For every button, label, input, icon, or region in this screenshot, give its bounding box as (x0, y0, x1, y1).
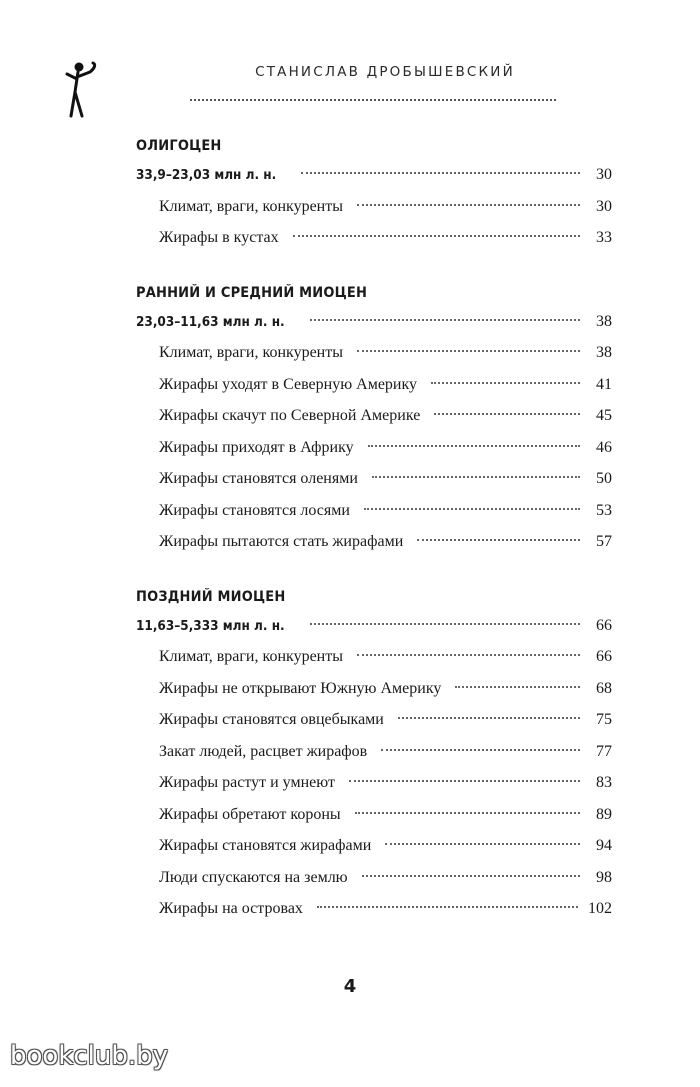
dot-leader (357, 204, 580, 206)
toc-entry[interactable] (136, 222, 612, 254)
dot-leader (434, 413, 580, 415)
page-ref: 30 (596, 197, 612, 215)
entry-label: Жирафы обретают короны (159, 805, 341, 823)
toc-entry-range[interactable] (136, 159, 612, 191)
toc-entry[interactable] (136, 526, 612, 558)
dot-leader (431, 382, 580, 384)
entry-label: Жирафы растут и умнеют (159, 774, 335, 791)
dot-leader (381, 749, 580, 751)
dot-leader (362, 875, 580, 877)
entry-label: Жирафы уходят в Северную Америку (159, 375, 418, 393)
entry-label: Жирафы становятся оленями (159, 470, 358, 487)
page-ref: 45 (596, 407, 612, 424)
page-ref: 50 (596, 470, 612, 487)
dot-leader (301, 172, 580, 174)
toc-entry-range[interactable] (136, 610, 612, 642)
dot-leader (349, 780, 580, 782)
range-label: 23,03–11,63 млн л. н. (136, 314, 285, 330)
dot-leader (372, 476, 580, 478)
page-ref: 83 (596, 774, 612, 791)
entry-label: Жирафы становятся жирафами (159, 837, 372, 854)
page-ref: 46 (596, 438, 612, 456)
watermark-logo: bookclub.by (10, 1041, 169, 1071)
page-ref: 30 (596, 166, 612, 183)
toc-entry[interactable] (136, 463, 612, 495)
toc-entry[interactable] (136, 495, 612, 527)
dot-leader (368, 445, 580, 447)
dot-leader (310, 319, 580, 321)
dot-leader (398, 717, 580, 719)
header-divider (190, 99, 556, 101)
dot-leader (310, 623, 580, 625)
dot-leader (364, 508, 580, 510)
toc-entry[interactable] (136, 369, 612, 401)
entry-label: Климат, враги, конкуренты (159, 344, 343, 361)
entry-label: Жирафы приходят в Африку (159, 438, 354, 456)
toc-entry[interactable] (136, 799, 612, 831)
toc-entry[interactable] (136, 673, 612, 705)
entry-label: Люди спускаются на землю (159, 868, 348, 886)
toc-section (136, 584, 612, 925)
entry-label: Климат, враги, конкуренты (159, 197, 343, 215)
toc-entry[interactable] (136, 704, 612, 736)
toc-entry[interactable] (136, 337, 612, 369)
toc-entry[interactable] (136, 893, 612, 925)
dot-leader (357, 654, 580, 656)
entry-label: Жирафы становятся овцебыками (159, 711, 384, 728)
page-ref: 77 (596, 742, 612, 760)
page-ref: 89 (596, 805, 612, 823)
page-ref: 68 (596, 679, 612, 697)
page-ref: 66 (596, 648, 612, 665)
running-header-author: СТАНИСЛАВ ДРОБЫШЕВСКИЙ (255, 64, 515, 80)
range-label: 33,9–23,03 млн л. н. (136, 168, 277, 183)
table-of-contents (136, 133, 612, 951)
dot-leader (317, 906, 578, 908)
page-ref: 75 (596, 711, 612, 728)
dot-leader (385, 843, 580, 845)
dot-leader (355, 812, 580, 814)
toc-entry[interactable] (136, 432, 612, 464)
page-ref: 53 (596, 501, 612, 519)
toc-entry[interactable] (136, 767, 612, 799)
page-ref: 57 (596, 533, 612, 550)
dot-leader (293, 235, 580, 237)
page-ref: 94 (596, 837, 612, 854)
page-ref: 102 (588, 900, 612, 917)
toc-entry[interactable] (136, 736, 612, 768)
range-label: 11,63–5,333 млн л. н. (136, 618, 285, 634)
page-ref: 38 (596, 312, 612, 330)
page-ref: 38 (596, 344, 612, 361)
toc-entry-range[interactable] (136, 306, 612, 338)
toc-entry[interactable] (136, 191, 612, 223)
toc-entry[interactable] (136, 862, 612, 894)
entry-label: Жирафы на островах (159, 900, 303, 917)
toc-section (136, 133, 612, 254)
entry-label: Жирафы скачут по Северной Америке (159, 407, 421, 424)
entry-label: Жирафы становятся лосями (159, 501, 350, 519)
entry-label: Климат, враги, конкуренты (159, 648, 343, 665)
page-ref: 33 (596, 229, 612, 246)
entry-label: Закат людей, расцвет жирафов (159, 742, 368, 760)
page-ref: 66 (596, 616, 612, 634)
toc-section (136, 280, 612, 558)
entry-label: Жирафы не открывают Южную Америку (159, 679, 442, 697)
page-ref: 98 (596, 868, 612, 886)
section-title: РАННИЙ И СРЕДНИЙ МИОЦЕН (136, 284, 368, 301)
section-title: ПОЗДНИЙ МИОЦЕН (136, 588, 286, 605)
section-title: ОЛИГОЦЕН (136, 138, 222, 154)
toc-entry[interactable] (136, 830, 612, 862)
toc-entry[interactable] (136, 400, 612, 432)
toc-entry[interactable] (136, 641, 612, 673)
dot-leader (455, 686, 580, 688)
page-number: 4 (343, 976, 357, 997)
entry-label: Жирафы в кустах (159, 229, 279, 246)
dot-leader (417, 539, 580, 541)
page-ref: 41 (596, 375, 612, 393)
entry-label: Жирафы пытаются стать жирафами (159, 533, 404, 550)
dot-leader (357, 350, 580, 352)
